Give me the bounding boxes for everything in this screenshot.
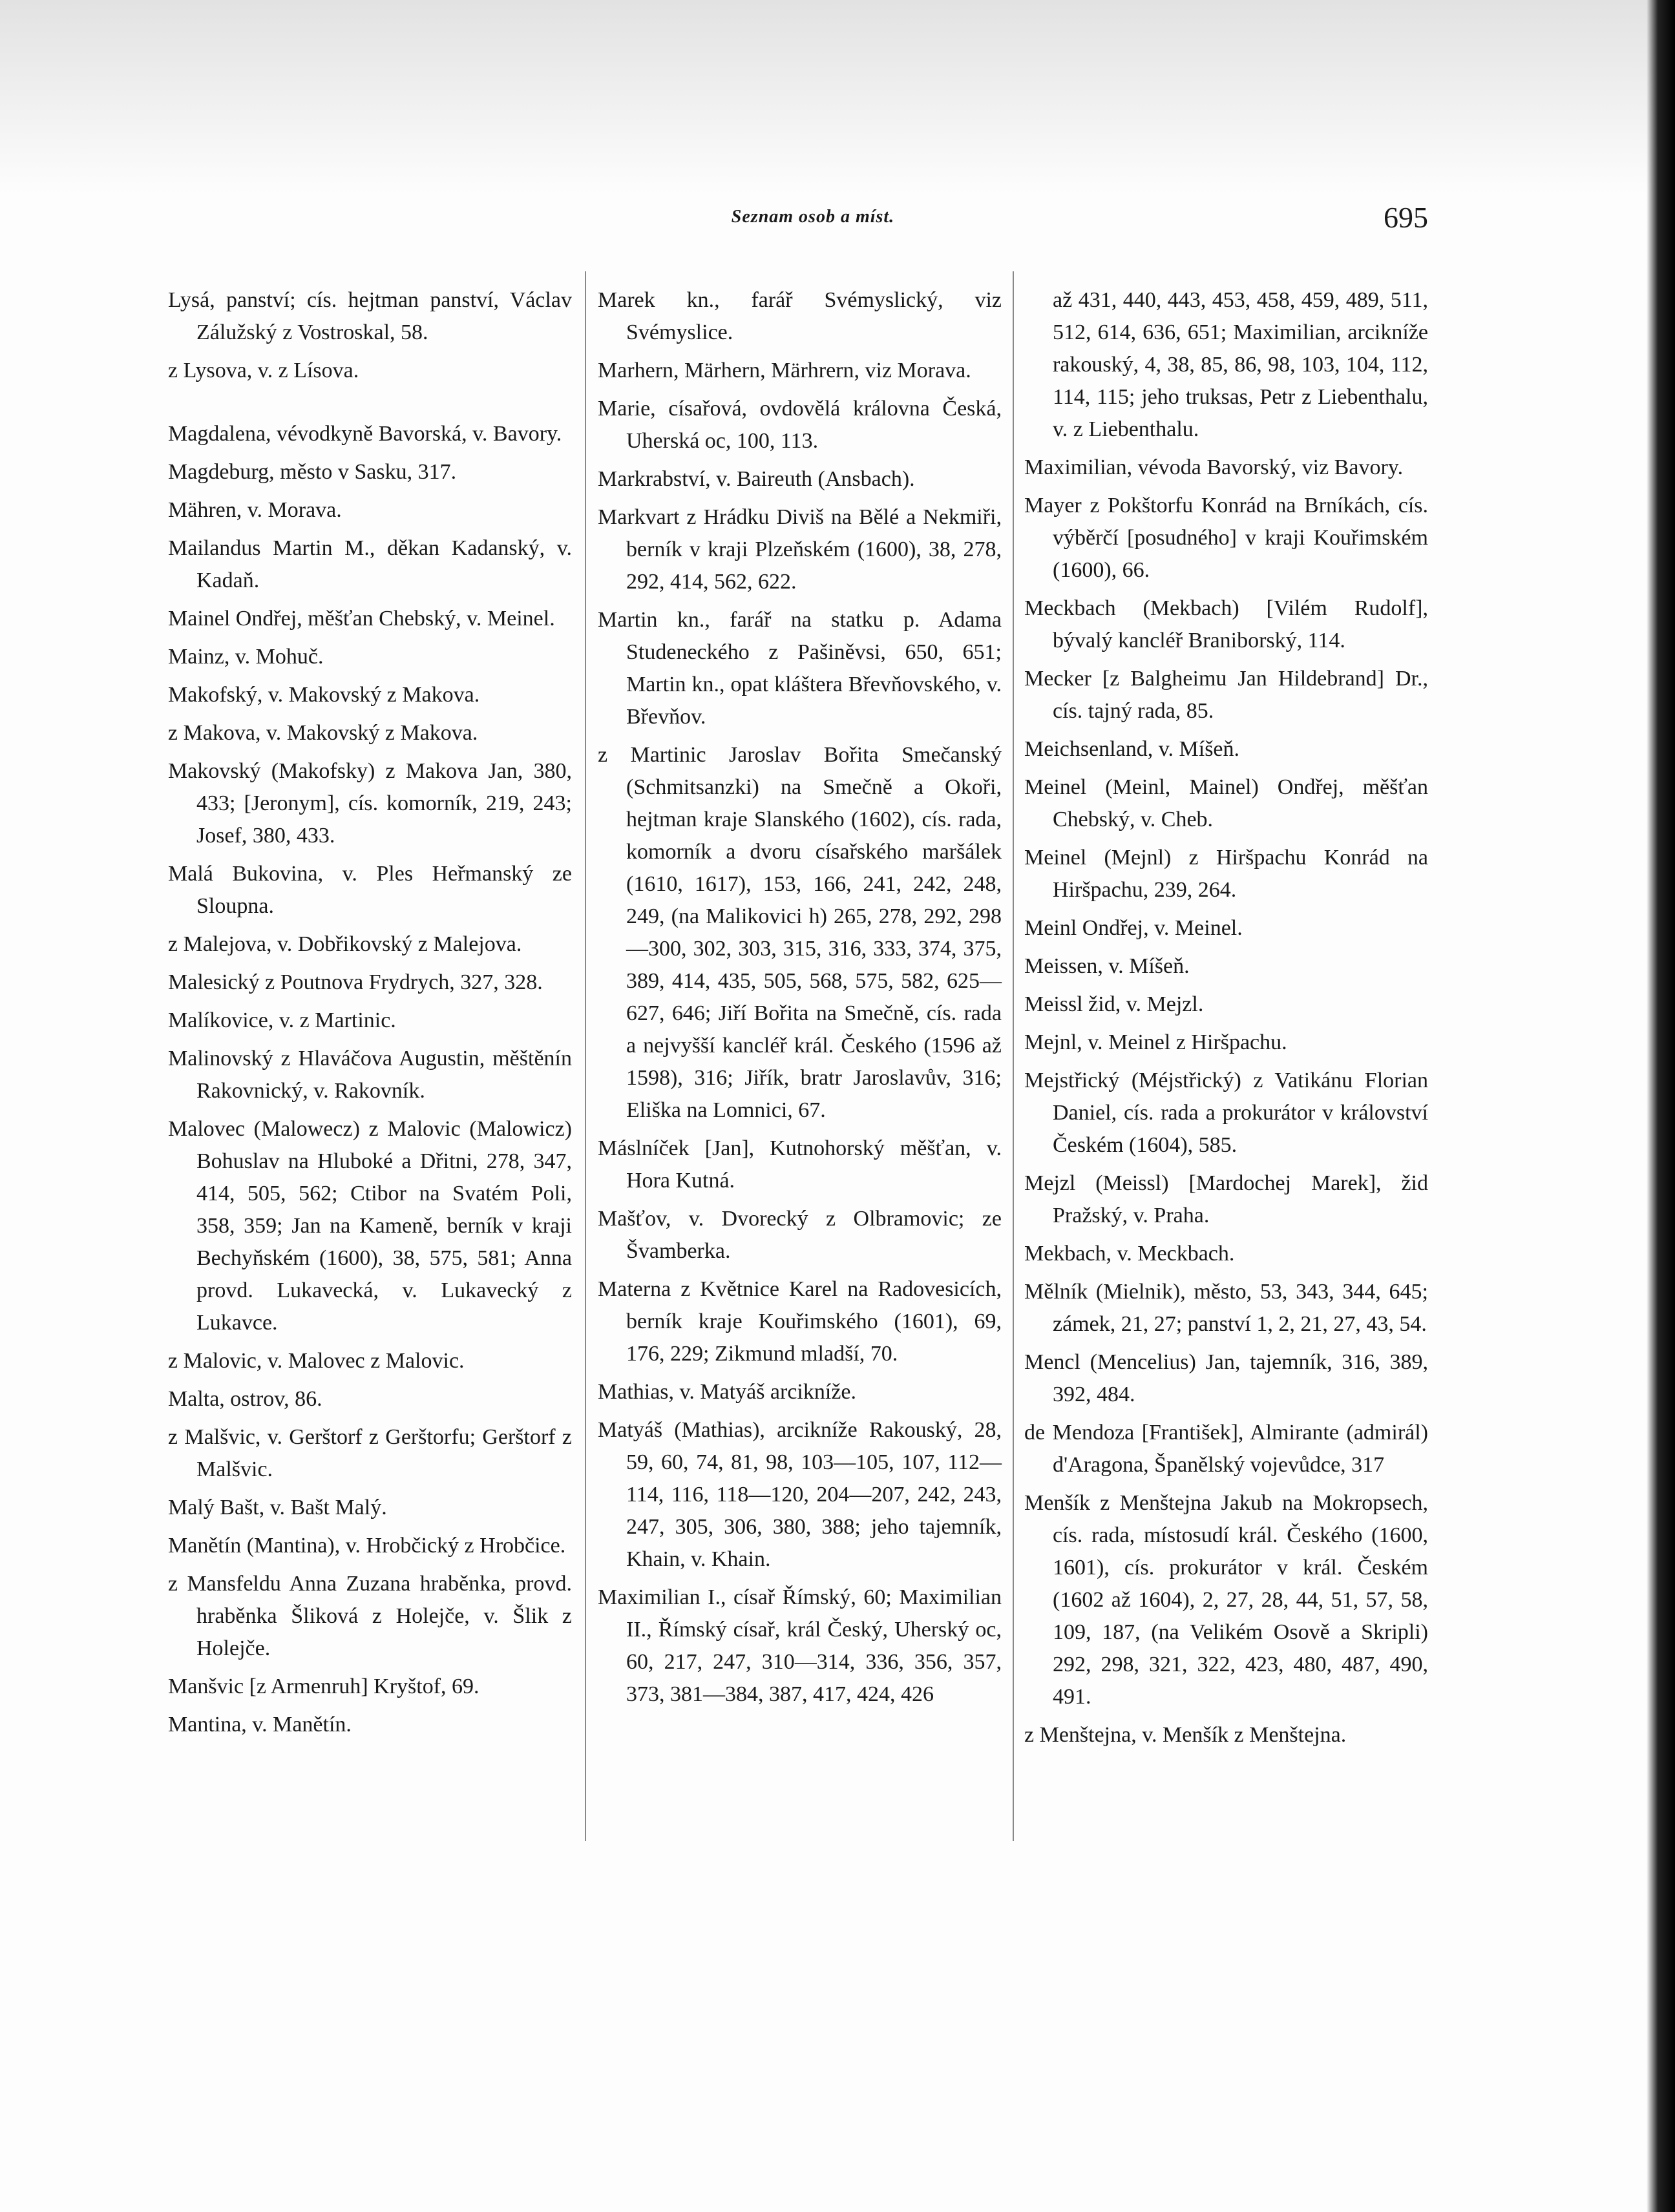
index-entry: Malta, ostrov, 86. <box>168 1387 322 1411</box>
index-entry: z Malejova, v. Dobřikovský z Malejova. <box>168 932 522 956</box>
index-entry: Mejnl, v. Meinel z Hiršpachu. <box>1024 1030 1287 1054</box>
index-entry: Martin kn., farář na statku p. Adama Studeneckého z Pašiněvsi, 650, 651; Martin kn., opat kláštera Břevňovského, v. Břevňov. <box>598 608 1002 729</box>
index-entry: Makofský, v. Makovský z Makova. <box>168 683 480 707</box>
index-entry: Markrabství, v. Baireuth (Ansbach). <box>598 467 915 491</box>
index-entry: Marhern, Märhern, Märhrern, viz Morava. <box>598 359 971 382</box>
index-entry: Meinl Ondřej, v. Meinel. <box>1024 916 1243 940</box>
index-entry: Mailandus Martin M., děkan Kadanský, v. Kadaň. <box>168 536 572 592</box>
index-entry: Marek kn., farář Svémyslický, viz Svémyslice. <box>598 288 1002 344</box>
index-entry: Malinovský z Hlaváčova Augustin, měštěnín Rakovnický, v. Rakovník. <box>168 1047 572 1103</box>
index-entry: z Martinic Jaroslav Bořita Smečanský (Schmitsanzki) na Smečně a Okoři, hejtman kraje Slanského (1602), cís. rada, komorník a dvoru císařského maršálek (1610, 1617), 153, 166, 241, 242, 248, 249, (na Malikovici h) 265, 278, 292, 298—300, 302, 303, 315, 316, 333, 374, 375, 389, 414, 435, 505, 568, 575, 582, 625—627, 646; Jiří Bořita na Smečně, cís. rada a nejvyšší kancléř král. Českého (1596 až 1598), 316; Jiřík, bratr Jaroslavův, 316; Eliška na Lomnici, 67. <box>598 743 1002 1122</box>
index-entry: Magdeburg, město v Sasku, 317. <box>168 460 457 484</box>
index-entry: Mekbach, v. Meckbach. <box>1024 1242 1235 1266</box>
index-entry: Malíkovice, v. z Martinic. <box>168 1008 396 1032</box>
column-divider <box>585 271 586 1841</box>
index-entry: z Makova, v. Makovský z Makova. <box>168 721 478 745</box>
index-entry: Lysá, panství; cís. hejtman panství, Václav Zálužský z Vostroskal, 58. <box>168 288 572 344</box>
scan-edge <box>1647 0 1675 2212</box>
index-entry: Makovský (Makofsky) z Makova Jan, 380, 433; [Jeronym], cís. komorník, 219, 243; Josef, 380, 433. <box>168 759 572 848</box>
index-entry: Markvart z Hrádku Diviš na Bělé a Nekmiři, berník v kraji Plzeňském (1600), 38, 278, 292, 414, 562, 622. <box>598 505 1002 594</box>
index-entry: Maximilian, vévoda Bavorský, viz Bavory. <box>1024 455 1404 479</box>
index-entry: Manšvic [z Armenruh] Kryštof, 69. <box>168 1675 479 1698</box>
index-entry: Meissen, v. Míšeň. <box>1024 954 1190 978</box>
index-entry: Matyáš (Mathias), arcikníže Rakouský, 28, 59, 60, 74, 81, 98, 103—105, 107, 112—114, 116, 118—120, 204—207, 242, 243, 247, 305, 306, 380, 388; jeho tajemník, Khain, v. Khain. <box>598 1418 1002 1571</box>
index-entry: z Malšvic, v. Gerštorf z Gerštorfu; Gerštorf z Malšvic. <box>168 1425 572 1481</box>
index-entry: Mencl (Mencelius) Jan, tajemník, 316, 389, 392, 484. <box>1024 1350 1428 1406</box>
index-entry: Materna z Květnice Karel na Radovesicích, berník kraje Kouřimského (1601), 69, 176, 229; Zikmund mladší, 70. <box>598 1277 1002 1366</box>
index-entry: de Mendoza [František], Almirante (admirál) d'Aragona, Španělský vojevůdce, 317 <box>1024 1421 1428 1477</box>
index-entry: z Menštejna, v. Menšík z Menštejna. <box>1024 1723 1347 1747</box>
index-entry: Mecker [z Balgheimu Jan Hildebrand] Dr., cís. tajný rada, 85. <box>1024 667 1428 723</box>
index-entry: Menšík z Menštejna Jakub na Mokropsech, cís. rada, místosudí král. Českého (1600, 1601), cís. prokurátor v král. Českém (1602 až 1604), 2, 27, 28, 44, 51, 57, 58, 109, 187, (na Velikém Osově a Skripli) 292, 298, 321, 322, 423, 480, 487, 490, 491. <box>1024 1491 1428 1709</box>
index-column-2 <box>598 284 1002 1716</box>
index-entry: až 431, 440, 443, 453, 458, 459, 489, 511, 512, 614, 636, 651; Maximilian, arcikníže rakouský, 4, 38, 85, 86, 98, 103, 104, 112, 114, 115; jeho truksas, Petr z Liebenthalu, v. z Liebenthalu. <box>1053 288 1428 441</box>
index-entry: Mainz, v. Mohuč. <box>168 645 324 669</box>
index-entry: Mathias, v. Matyáš arcikníže. <box>598 1380 856 1404</box>
running-title: Seznam osob a míst. <box>731 207 895 227</box>
index-entry: Manětín (Mantina), v. Hrobčický z Hrobčice. <box>168 1534 566 1558</box>
index-entry: Mantina, v. Manětín. <box>168 1713 352 1737</box>
index-entry: Máslníček [Jan], Kutnohorský měšťan, v. Hora Kutná. <box>598 1136 1002 1193</box>
index-entry: Malý Bašt, v. Bašt Malý. <box>168 1496 387 1519</box>
index-entry: Malovec (Malowecz) z Malovic (Malowicz) Bohuslav na Hluboké a Dřitni, 278, 347, 414, 505, 562; Ctibor na Svatém Poli, 358, 359; Jan na Kameně, berník v kraji Bechyňském (1600), 38, 575, 581; Anna provd. Lukavecká, v. Lukavecký z Lukavce. <box>168 1117 572 1335</box>
index-entry: Marie, císařová, ovdovělá královna Česká, Uherská oc, 100, 113. <box>598 397 1002 453</box>
index-entry: Mejstřický (Méjstřický) z Vatikánu Florian Daniel, cís. rada a prokurátor v království Českém (1604), 585. <box>1024 1069 1428 1157</box>
index-entry: Meckbach (Mekbach) [Vilém Rudolf], bývalý kancléř Braniborský, 114. <box>1024 596 1428 652</box>
index-entry: z Malovic, v. Malovec z Malovic. <box>168 1349 465 1373</box>
index-entry: Malá Bukovina, v. Ples Heřmanský ze Sloupna. <box>168 862 572 918</box>
column-divider <box>1013 271 1014 1841</box>
index-entry: Mähren, v. Morava. <box>168 498 342 522</box>
index-entry: z Mansfeldu Anna Zuzana hraběnka, provd. hraběnka Šliková z Holejče, v. Šlik z Holejče. <box>168 1572 572 1660</box>
index-entry: Mejzl (Meissl) [Mardochej Marek], žid Pražský, v. Praha. <box>1024 1171 1428 1227</box>
index-entry: Meinel (Mejnl) z Hiršpachu Konrád na Hiršpachu, 239, 264. <box>1024 846 1428 902</box>
scan-shading <box>0 0 1675 194</box>
page-header <box>0 201 1675 245</box>
index-entry: Mělník (Mielnik), město, 53, 343, 344, 645; zámek, 21, 27; panství 1, 2, 21, 27, 43, 54. <box>1024 1280 1428 1336</box>
index-entry <box>168 393 572 412</box>
index-entry: Malesický z Poutnova Frydrych, 327, 328. <box>168 970 543 994</box>
index-entry: Maximilian I., císař Římský, 60; Maximilian II., Římský císař, král Český, Uherský oc, 60, 217, 247, 310—314, 336, 356, 357, 373, 381—384, 387, 417, 424, 426 <box>598 1585 1002 1706</box>
index-entry: Meinel (Meinl, Mainel) Ondřej, měšťan Chebský, v. Cheb. <box>1024 775 1428 831</box>
index-entry: Magdalena, vévodkyně Bavorská, v. Bavory. <box>168 422 562 446</box>
index-column-1 <box>168 284 572 1747</box>
index-entry: Mašťov, v. Dvorecký z Olbramovic; ze Švamberka. <box>598 1207 1002 1263</box>
index-entry: Mainel Ondřej, měšťan Chebský, v. Meinel. <box>168 607 555 631</box>
index-column-3 <box>1024 284 1428 1757</box>
page-number: 695 <box>1384 201 1428 234</box>
index-entry: Meichsenland, v. Míšeň. <box>1024 737 1240 761</box>
index-entry: z Lysova, v. z Lísova. <box>168 359 359 382</box>
index-entry: Meissl žid, v. Mejzl. <box>1024 992 1204 1016</box>
index-entry: Mayer z Pokštorfu Konrád na Brníkách, cís. výběrčí [posudného] v kraji Kouřimském (1600), 66. <box>1024 494 1428 582</box>
